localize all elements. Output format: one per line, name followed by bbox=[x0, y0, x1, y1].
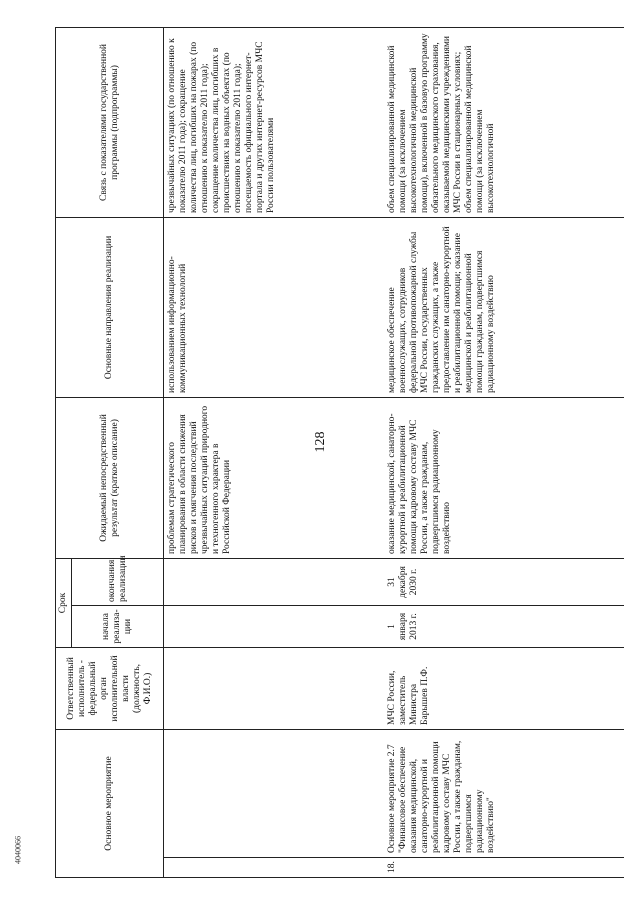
header-executor: Ответственный исполнитель - федеральный орган исполнительной власти (должность, Ф.И.О.) bbox=[56, 648, 164, 730]
cell-expected-result: проблемам стратегического планирования в области снижения рисков и смягчения последствий чрезвычайных ситуаций природного и техногенного характера в Российской Федерации bbox=[164, 397, 384, 558]
cell-directions: медицинское обеспечение военнослужащих, сотрудников федеральной противопожарной службы МЧС России, государственных гражданских служащих, а также предоставление им санаторно-курортной и реабилитационной помощи; оказание медицинской и реабилитационной помощи гражданам, подвергшимся радиационному воздействию bbox=[384, 217, 624, 397]
program-table bbox=[55, 27, 624, 878]
document-code: 4040066 bbox=[13, 836, 23, 864]
rotated-table-container bbox=[55, 28, 630, 878]
cell-term-end-empty bbox=[164, 558, 384, 605]
header-term-end: окончания реализации bbox=[72, 558, 164, 605]
cell-main-event: Основное мероприятие 2.7 "Финансовое обеспечение оказания медицинской, санаторно-курортной и реабилитационной помощи кадровому составу МЧС России, а также гражданам, подвергшимся радиационному воздействию" bbox=[384, 730, 624, 858]
cell-directions: использованием информационно-коммуникационных технологий bbox=[164, 217, 384, 397]
cell-executor-empty bbox=[164, 648, 384, 730]
cell-link: объем специализированной медицинской помощи (за исключением высокотехнологичной медицинской помощи), включенной в базовую программу обязательного медицинского страхования, оказываемой медицинскими учреждениями МЧС России в стационарных условиях; объем специализированной медицинской помощи (за исключением высокотехнологичной bbox=[384, 27, 624, 217]
cell-link: чрезвычайных ситуациях (по отношению к показателю 2011 года); сокращение количества лиц, погибших на пожарах (по отношению к показателю 2011 года); сокращение количества лиц, погибших в происшествиях на водных объектах (по отношению к показателю 2011 года); посещаемость официального интернет-портала и других интернет-ресурсов МЧС России пользователями bbox=[164, 27, 384, 217]
header-link: Связь с показателями государственной программы (подпрограммы) bbox=[56, 27, 164, 217]
cell-executor: МЧС России, заместитель Министра Барышев П.Ф. bbox=[384, 648, 624, 730]
cell-row-number: 18. bbox=[384, 858, 624, 878]
cell-number-empty bbox=[164, 858, 384, 878]
cell-term-start: 1 января 2013 г. bbox=[384, 606, 624, 648]
cell-term-start-empty bbox=[164, 606, 384, 648]
header-directions: Основные направления реализации bbox=[56, 217, 164, 397]
header-term: Срок bbox=[56, 558, 72, 647]
header-main-event: Основное мероприятие bbox=[56, 730, 164, 878]
header-expected-result: Ожидаемый непосредственный результат (краткое описание) bbox=[56, 397, 164, 558]
table-row-continuation bbox=[164, 27, 384, 877]
page-number: 128 bbox=[313, 431, 328, 453]
header-term-start: начала реализа-ции bbox=[72, 606, 164, 648]
cell-main-event-empty bbox=[164, 730, 384, 858]
cell-expected-result: оказание медицинской, санаторно-курортной и реабилитационной помощи кадровому составу МЧС России, а также гражданам, подвергшимся радиационному воздействию bbox=[384, 397, 624, 558]
table-row-18 bbox=[384, 27, 624, 877]
cell-term-end: 31 декабря 2030 г. bbox=[384, 558, 624, 605]
